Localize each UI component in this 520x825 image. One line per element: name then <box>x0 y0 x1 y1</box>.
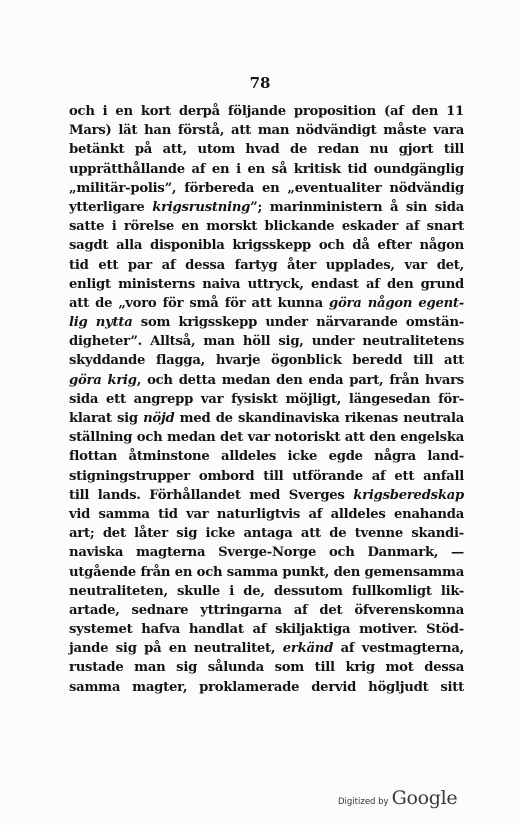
text-run: och i en kort derpå följande proposition (af den 11 <box>69 104 464 119</box>
google-logo: Google <box>391 787 458 809</box>
text-line <box>69 179 464 198</box>
italic-emphasis: nöjd <box>143 411 175 426</box>
italic-emphasis: krigsrustning <box>152 199 251 215</box>
text-line <box>69 428 464 447</box>
text-line <box>69 678 464 697</box>
page-number: 78 <box>249 74 271 92</box>
text-line <box>69 601 464 620</box>
text-run: klarat sig <box>69 411 144 426</box>
text-line <box>69 658 464 677</box>
text-run: vid samma tid var naturligtvis af alldeles enahanda <box>69 506 464 522</box>
text-line <box>69 563 464 582</box>
text-line <box>69 467 464 486</box>
text-run: art; det låter sig icke antaga att de tvenne skandi- <box>69 526 464 542</box>
text-run: flottan åtminstone alldeles icke egde några land- <box>69 449 464 465</box>
text-line <box>69 390 464 409</box>
text-line <box>69 275 464 294</box>
text-line <box>69 486 464 505</box>
italic-emphasis: krigsberedskap <box>353 487 464 503</box>
text-run: satte i rörelse en morskt blickande eskader af snart <box>69 219 464 235</box>
italic-emphasis: göra någon egent- <box>329 295 464 311</box>
text-run: att de „voro för små för att kunna <box>69 295 330 311</box>
text-run: upprätthållande af en i en så kritisk tid oundgänglig <box>69 161 464 177</box>
text-run: „militär-polis”, förbereda en „eventualiter nödvändig <box>69 180 464 196</box>
text-run: skyddande flagga, hvarje ögonblick beredd till att <box>69 353 464 369</box>
text-run: enligt ministerns naiva uttryck, endast af den grund <box>69 276 464 292</box>
italic-emphasis: göra krig <box>69 372 137 388</box>
digitization-watermark <box>338 787 457 809</box>
text-run: ytterligare <box>69 199 153 215</box>
text-line <box>69 294 464 313</box>
text-line <box>69 332 464 351</box>
text-run: neutraliteten, skulle i de, dessutom fullkomligt lik- <box>69 583 464 599</box>
text-line <box>69 409 464 428</box>
text-line <box>69 102 464 121</box>
text-run: stigningstrupper ombord till utförande af ett anfall <box>69 468 464 484</box>
text-line <box>69 351 464 370</box>
text-run: Mars) lät han förstå, att man nödvändigt måste vara <box>69 123 464 139</box>
text-line <box>69 256 464 275</box>
text-run: systemet hafva handlat af skiljaktiga motiver. Stöd- <box>69 622 464 638</box>
text-line <box>69 140 464 159</box>
digitized-by-label: Digitized by <box>338 797 389 807</box>
text-line <box>69 236 464 255</box>
text-line <box>69 582 464 601</box>
italic-emphasis: lig nytta <box>69 315 133 331</box>
text-line <box>69 217 464 236</box>
text-run: af vestmagterna, <box>333 641 464 657</box>
text-line <box>69 313 464 332</box>
text-run: med de skandinaviska rikenas neutrala <box>174 411 464 426</box>
text-run: rustade man sig sålunda som till krig mot dessa <box>69 660 464 676</box>
text-line <box>69 505 464 524</box>
text-run: , och detta medan den enda part, från hvars <box>136 372 464 388</box>
text-run: naviska magterna Sverge-Norge och Danmark, — <box>69 545 464 561</box>
text-line <box>69 371 464 390</box>
text-run: utgående från en och samma punkt, den gemensamma <box>69 564 464 580</box>
text-run: ställning och medan det var notoriskt att den engelska <box>69 430 464 446</box>
text-run: sida ett angrepp var fysiskt möjligt, längesedan för- <box>69 391 464 407</box>
text-run: tid ett par af dessa fartyg åter upplades, var det, <box>69 257 464 273</box>
text-line <box>69 543 464 562</box>
body-text <box>69 102 464 697</box>
text-run: betänkt på att, utom hvad de redan nu gjort till <box>69 142 464 158</box>
text-line <box>69 524 464 543</box>
text-run: ”; marinministern å sin sida <box>250 199 464 215</box>
text-run: jande sig på en neutralitet, <box>69 641 283 657</box>
text-line <box>69 198 464 217</box>
text-run: digheter”. Alltså, man höll sig, under neutralitetens <box>69 334 464 350</box>
text-run: sagdt alla disponibla krigsskepp och då efter någon <box>69 238 464 254</box>
text-line <box>69 620 464 639</box>
text-line <box>69 639 464 658</box>
text-line <box>69 121 464 140</box>
text-run: artade, sednare yttringarna af det öfverenskomna <box>69 602 464 618</box>
text-run: till lands. Förhållandet med Sverges <box>69 487 354 503</box>
text-line <box>69 160 464 179</box>
text-line <box>69 447 464 466</box>
italic-emphasis: erkänd <box>282 641 334 657</box>
text-run: som krigsskepp under närvarande omstän- <box>132 315 464 331</box>
text-run: samma magter, proklamerade dervid högljudt sitt <box>69 679 464 695</box>
